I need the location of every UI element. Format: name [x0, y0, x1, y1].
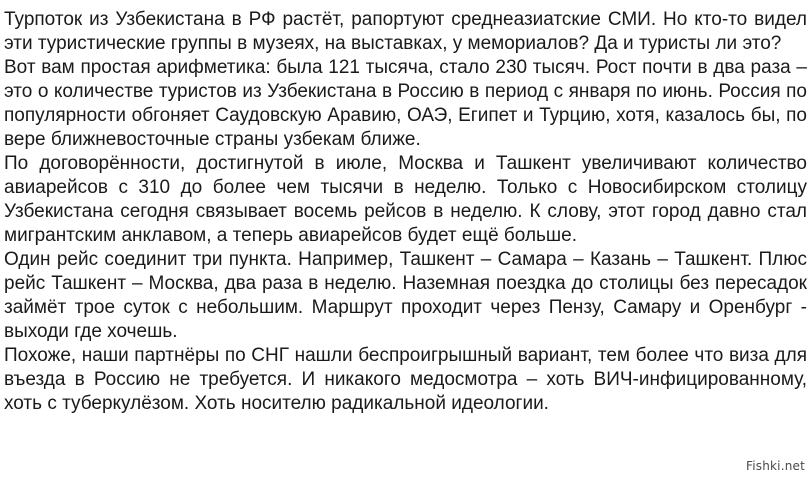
paragraph-arithmetic: Вот вам простая арифметика: была 121 тысяча, стало 230 тысяч. Рост почти в два раза – это о количестве туристов из Узбекистана в Россию в период с января по июнь. Россия по популярности обгоняет Саудовскую Аравию, ОАЭ, Египет и Турцию, хотя, казалось бы, по вере ближневосточные страны узбекам ближе.	[4, 57, 807, 150]
watermark-logo: Fishki.net	[745, 459, 805, 473]
paragraph-conclusion: Похоже, наши партнёры по СНГ нашли беспроигрышный вариант, тем более что виза для въезда в Россию не требуется. И никакого медосмотра – хоть ВИЧ-инфицированному, хоть с туберкулёзом. Хоть носителю радикальной идеологии.	[4, 345, 807, 414]
paragraph-routes: Один рейс соединит три пункта. Например, Ташкент – Самара – Казань – Ташкент. Плюс рейс Ташкент – Москва, два раза в неделю. Наземная поездка до столицы без пересадок займёт трое суток с небольшим. Маршрут проходит через Пензу, Самару и Оренбург - выходи где хочешь.	[4, 249, 807, 342]
article-body	[4, 8, 807, 416]
paragraph-flights: По договорённости, достигнутой в июле, Москва и Ташкент увеличивают количество авиарейсов с 310 до более чем тысячи в неделю. Только с Новосибирском столицу Узбекистана сегодня связывает восемь рейсов в неделю. К слову, этот город давно стал мигрантским анклавом, а теперь авиарейсов будет ещё больше.	[4, 153, 807, 246]
paragraph-intro: Турпоток из Узбекистана в РФ растёт, рапортуют среднеазиатские СМИ. Но кто-то видел эти туристические группы в музеях, на выставках, у мемориалов? Да и туристы ли это?	[4, 9, 807, 54]
